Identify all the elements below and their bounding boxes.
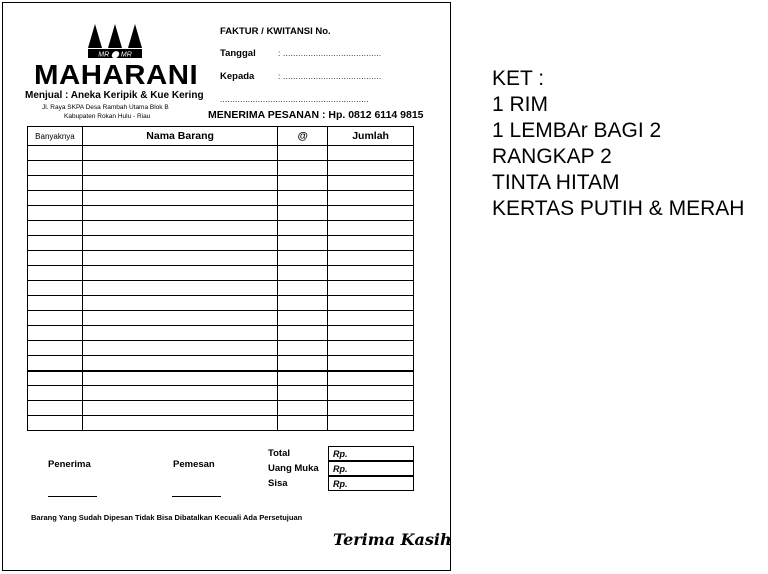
quantity-cell[interactable] <box>28 206 83 221</box>
table-row <box>28 191 414 206</box>
table-row <box>28 206 414 221</box>
recipient-extra-dots: ........................................................... <box>220 95 369 104</box>
total-field[interactable]: Rp. <box>328 446 414 461</box>
unit-price-cell[interactable] <box>278 386 328 401</box>
amount-cell[interactable] <box>328 401 414 416</box>
remaining-label: Sisa <box>268 478 288 489</box>
amount-cell[interactable] <box>328 161 414 176</box>
item-name-cell[interactable] <box>82 341 277 356</box>
amount-cell[interactable] <box>328 296 414 311</box>
item-name-cell[interactable] <box>82 191 277 206</box>
quantity-cell[interactable] <box>28 386 83 401</box>
item-name-cell[interactable] <box>82 221 277 236</box>
cancellation-note: Barang Yang Sudah Dipesan Tidak Bisa Dibatalkan Kecuali Ada Persetujuan <box>31 513 303 522</box>
table-row <box>28 236 414 251</box>
amount-cell[interactable] <box>328 206 414 221</box>
company-name: MAHARANI <box>34 59 199 90</box>
spec-note-line: 1 RIM <box>492 93 549 116</box>
table-row <box>28 221 414 236</box>
quantity-cell[interactable] <box>28 266 83 281</box>
spec-notes <box>492 66 744 222</box>
item-name-cell[interactable] <box>82 251 277 266</box>
company-logo <box>88 24 142 60</box>
amount-cell[interactable] <box>328 386 414 401</box>
orderer-signature-line <box>172 496 221 497</box>
table-row <box>28 356 414 371</box>
receiver-signature-line <box>48 496 97 497</box>
unit-price-cell[interactable] <box>278 341 328 356</box>
item-name-cell[interactable] <box>82 326 277 341</box>
item-name-cell[interactable] <box>82 386 277 401</box>
table-row <box>28 386 414 401</box>
amount-cell[interactable] <box>328 191 414 206</box>
unit-price-cell[interactable] <box>278 251 328 266</box>
unit-price-cell[interactable] <box>278 371 328 386</box>
amount-cell[interactable] <box>328 251 414 266</box>
unit-price-cell[interactable] <box>278 296 328 311</box>
amount-cell[interactable] <box>328 326 414 341</box>
quantity-cell[interactable] <box>28 251 83 266</box>
unit-price-cell[interactable] <box>278 356 328 371</box>
amount-cell[interactable] <box>328 146 414 161</box>
table-row <box>28 251 414 266</box>
date-label: Tanggal <box>220 48 256 59</box>
amount-cell[interactable] <box>328 341 414 356</box>
table-row <box>28 176 414 191</box>
table-row <box>28 341 414 356</box>
table-row <box>28 371 414 386</box>
table-row <box>28 281 414 296</box>
unit-price-cell[interactable] <box>278 236 328 251</box>
item-name-cell[interactable] <box>82 236 277 251</box>
table-row <box>28 416 414 431</box>
amount-cell[interactable] <box>328 356 414 371</box>
company-sells: Menjual : Aneka Keripik & Kue Kering <box>25 90 204 101</box>
unit-price-cell[interactable] <box>278 176 328 191</box>
item-name-cell[interactable] <box>82 356 277 371</box>
column-header-unit-price: @ <box>278 127 328 146</box>
item-name-cell[interactable] <box>82 161 277 176</box>
amount-cell[interactable] <box>328 221 414 236</box>
items-table-body <box>28 146 414 431</box>
item-name-cell[interactable] <box>82 146 277 161</box>
quantity-cell[interactable] <box>28 221 83 236</box>
unit-price-cell[interactable] <box>278 161 328 176</box>
thank-you-text: Terima Kasih <box>333 530 452 549</box>
table-row <box>28 161 414 176</box>
item-name-cell[interactable] <box>82 176 277 191</box>
quantity-cell[interactable] <box>28 341 83 356</box>
quantity-cell[interactable] <box>28 401 83 416</box>
logo-text: MR ⬤ MR <box>98 51 132 59</box>
item-name-cell[interactable] <box>82 281 277 296</box>
unit-price-cell[interactable] <box>278 191 328 206</box>
spec-note-line: TINTA HITAM <box>492 171 620 194</box>
unit-price-cell[interactable] <box>278 401 328 416</box>
unit-price-cell[interactable] <box>278 416 328 431</box>
unit-price-cell[interactable] <box>278 281 328 296</box>
column-header-amount: Jumlah <box>328 127 414 146</box>
amount-cell[interactable] <box>328 176 414 191</box>
table-row <box>28 401 414 416</box>
unit-price-cell[interactable] <box>278 206 328 221</box>
column-header-quantity: Banyaknya <box>28 127 83 146</box>
amount-cell[interactable] <box>328 266 414 281</box>
quantity-cell[interactable] <box>28 281 83 296</box>
quantity-cell[interactable] <box>28 296 83 311</box>
table-row <box>28 146 414 161</box>
quantity-cell[interactable] <box>28 416 83 431</box>
order-contact: MENERIMA PESANAN : Hp. 0812 6114 9815 <box>208 109 424 121</box>
unit-price-cell[interactable] <box>278 326 328 341</box>
unit-price-cell[interactable] <box>278 311 328 326</box>
table-row <box>28 266 414 281</box>
table-row <box>28 311 414 326</box>
amount-cell[interactable] <box>328 281 414 296</box>
quantity-cell[interactable] <box>28 326 83 341</box>
recipient-label: Kepada <box>220 71 255 82</box>
item-name-cell[interactable] <box>82 296 277 311</box>
table-row <box>28 326 414 341</box>
unit-price-cell[interactable] <box>278 266 328 281</box>
down-payment-field[interactable]: Rp. <box>328 461 414 476</box>
quantity-cell[interactable] <box>28 311 83 326</box>
quantity-cell[interactable] <box>28 236 83 251</box>
amount-cell[interactable] <box>328 416 414 431</box>
item-name-cell[interactable] <box>82 266 277 281</box>
spec-note-line: RANGKAP 2 <box>492 145 612 168</box>
item-name-cell[interactable] <box>82 206 277 221</box>
item-name-cell[interactable] <box>82 371 277 386</box>
item-name-cell[interactable] <box>82 311 277 326</box>
items-table <box>27 126 414 431</box>
company-address-line2: Kabupaten Rokan Hulu - Riau <box>64 113 151 120</box>
item-name-cell[interactable] <box>82 416 277 431</box>
unit-price-cell[interactable] <box>278 146 328 161</box>
quantity-cell[interactable] <box>28 191 83 206</box>
unit-price-cell[interactable] <box>278 221 328 236</box>
quantity-cell[interactable] <box>28 176 83 191</box>
invoice-title: FAKTUR / KWITANSI No. <box>220 26 331 37</box>
receiver-label: Penerima <box>48 459 91 470</box>
orderer-label: Pemesan <box>173 459 215 470</box>
total-label: Total <box>268 448 290 459</box>
amount-cell[interactable] <box>328 311 414 326</box>
recipient-dots: : ....................................... <box>278 72 382 81</box>
table-row <box>28 296 414 311</box>
company-address-line1: Jl. Raya SKPA Desa Rambah Utama Blok B <box>42 104 169 111</box>
amount-cell[interactable] <box>328 371 414 386</box>
spec-note-line: 1 LEMBAr BAGI 2 <box>492 119 662 142</box>
quantity-cell[interactable] <box>28 371 83 386</box>
quantity-cell[interactable] <box>28 161 83 176</box>
date-dots: : ....................................... <box>278 49 382 58</box>
quantity-cell[interactable] <box>28 356 83 371</box>
amount-cell[interactable] <box>328 236 414 251</box>
quantity-cell[interactable] <box>28 146 83 161</box>
spec-note-line: KERTAS PUTIH & MERAH <box>492 197 745 220</box>
spec-note-heading: KET : <box>492 67 545 90</box>
column-header-item-name: Nama Barang <box>82 127 277 146</box>
down-payment-label: Uang Muka <box>268 463 319 474</box>
item-name-cell[interactable] <box>82 401 277 416</box>
remaining-field[interactable]: Rp. <box>328 476 414 491</box>
